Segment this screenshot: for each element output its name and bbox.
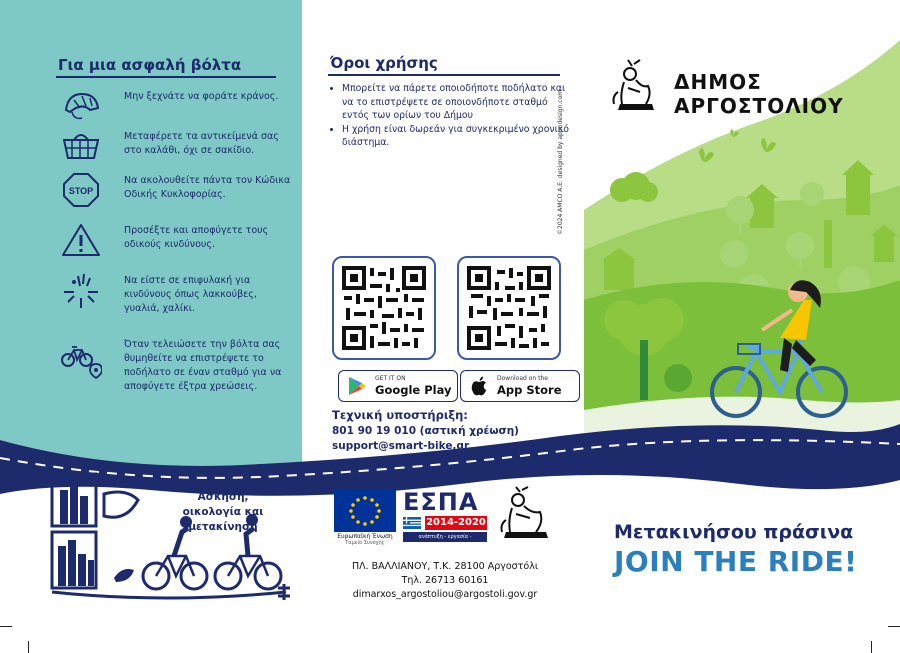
support-phone: 801 90 19 010 (αστική χρέωση) xyxy=(332,425,519,437)
eu-label: Ευρωπαϊκή Ένωση xyxy=(337,533,393,540)
greek-flag-icon xyxy=(403,517,421,529)
qr-code-google-play[interactable] xyxy=(332,256,436,360)
tip-helmet xyxy=(60,88,300,128)
crop-mark xyxy=(871,641,872,653)
municipality-name-line2: ΑΡΓΟΣΤΟΛΙΟΥ xyxy=(674,94,844,118)
tip-text: Μεταφέρετε τα αντικείμενά σας στο καλάθι, όχι σε σακίδιο. xyxy=(124,131,279,156)
crop-mark xyxy=(0,626,12,627)
terms-title: Όροι χρήσης xyxy=(330,54,438,72)
exercise-caption: Άσκηση, οικολογία και μετακίνηση xyxy=(182,491,264,533)
badge-small-text: GET IT ON xyxy=(375,375,406,382)
badge-small-text: Download on the xyxy=(497,375,548,382)
badge-big-text: App Store xyxy=(497,383,562,397)
warning-icon xyxy=(60,222,102,258)
tip-text: Μην ξεχνάτε να φοράτε κράνος. xyxy=(124,91,279,102)
eu-fund: Ταμείο Συνοχής xyxy=(345,540,385,546)
copyright-note: ©2024 AMCO A.E. designed by appndesign.com xyxy=(557,89,564,235)
title-underline xyxy=(328,74,560,76)
google-play-button[interactable] xyxy=(338,370,458,402)
crop-mark xyxy=(888,626,900,627)
espa-motto: ανάπτυξη - εργασία - αλληλεγγύη xyxy=(403,532,487,542)
tip-warning xyxy=(60,222,300,262)
stop-sign-icon xyxy=(60,172,102,208)
slogan-greek: Μετακινήσου πράσινα xyxy=(614,521,854,543)
road-hazard-icon xyxy=(60,272,102,308)
tip-text: Να είστε σε επιφυλακή για κινδύνους όπως λακκούβες, γυαλιά, χαλίκι. xyxy=(124,275,257,314)
tip-basket xyxy=(60,128,300,168)
terms-list xyxy=(330,82,572,150)
google-play-icon xyxy=(347,376,367,396)
eu-flag xyxy=(334,490,396,532)
title-underline xyxy=(56,76,276,78)
app-store-button[interactable] xyxy=(460,370,580,402)
tip-text: Να ακολουθείτε πάντα τον Κώδικα Οδικής Κυκλοφορίας. xyxy=(124,175,291,200)
phone: Τηλ. 26713 60161 xyxy=(401,575,489,586)
crop-mark xyxy=(28,641,29,653)
tip-return xyxy=(60,336,300,392)
support-title: Τεχνική υποστήριξη: xyxy=(332,408,468,422)
qr-code-app-store[interactable] xyxy=(457,256,561,360)
basket-icon xyxy=(60,128,102,164)
badge-big-text: Google Play xyxy=(375,383,452,397)
tip-text: Προσέξτε και αποφύγετε τους οδικούς κινδύνους. xyxy=(124,225,269,250)
helmet-icon xyxy=(60,88,102,124)
svg-text:STOP: STOP xyxy=(68,186,94,196)
espa-logo xyxy=(403,488,489,550)
slogan-english: JOIN THE RIDE! xyxy=(614,545,858,578)
municipality-seal-icon xyxy=(608,58,664,118)
municipality-name-line1: ΔΗΜΟΣ xyxy=(674,70,762,94)
tip-text: Όταν τελειώσετε την βόλτα σας θυμηθείτε να επιστρέψετε το ποδήλατο σε έναν σταθμό για να αποφύγετε έξτρα χρεώσεις. xyxy=(124,339,282,392)
espa-title: ΕΣΠΑ xyxy=(403,488,479,516)
terms-item: • Μπορείτε να πάρετε οποιοδήποτε ποδήλατο και να το επιστρέψετε σε οποιονδήποτε σταθμό εντός των ορίων του Δήμου xyxy=(342,82,572,123)
support-email[interactable]: support@smart-bike.gr xyxy=(332,440,470,452)
address: ΠΛ. ΒΑΛΛΙΑΝΟΥ, Τ.Κ. 28100 Αργοστόλι xyxy=(351,561,539,572)
municipality-seal-small-icon xyxy=(494,486,558,544)
email[interactable]: dimarxos_argostoliou@argostoli.gov.gr xyxy=(352,589,538,600)
eu-stars-icon xyxy=(334,490,396,532)
safety-title: Για μια ασφαλή βόλτα xyxy=(58,56,242,74)
apple-icon xyxy=(470,376,488,396)
terms-item: • Η χρήση είναι δωρεάν για συγκεκριμένο χρονικό διάστημα. xyxy=(342,123,572,150)
tip-hazards xyxy=(60,272,300,312)
tip-stop xyxy=(60,172,300,212)
espa-years: 2014-2020 xyxy=(426,517,486,528)
bike-return-icon xyxy=(60,336,102,380)
